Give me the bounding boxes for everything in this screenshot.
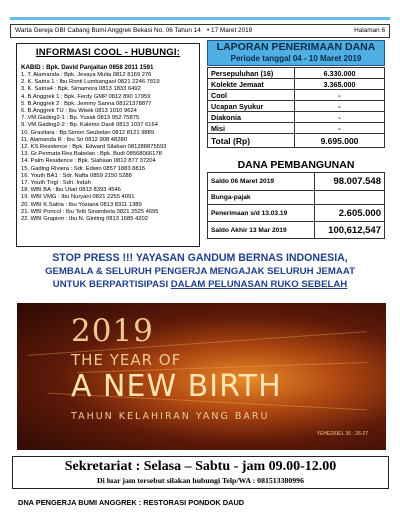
laporan-label: Ucapan Syukur	[208, 101, 295, 112]
dp-value: 100,612,547	[315, 222, 385, 239]
table-row	[208, 222, 385, 239]
publication-date: • 17 Maret 2019	[207, 27, 253, 34]
banner-line-3: TAHUN KELAHIRAN YANG BARU	[71, 411, 270, 422]
sekretariat-box	[12, 456, 389, 489]
laporan-label: Cool	[208, 90, 295, 101]
table-row	[208, 205, 385, 222]
cool-info-box	[16, 43, 200, 247]
laporan-label: Misi	[208, 123, 295, 134]
list-item: 12. KS Residence : Bpk. Edward Silaban 081288875593	[21, 144, 167, 151]
laporan-title: LAPORAN PENERIMAAN DANA	[216, 41, 376, 53]
dp-value: 2.605.000	[315, 205, 385, 222]
table-row	[208, 79, 385, 90]
laporan-label: Diakonia	[208, 112, 295, 123]
theme-banner	[17, 303, 386, 450]
list-item: 13. Gr.Permata Res.Babelan : Bpk. Budi 08568066178	[21, 151, 162, 158]
stop-press-line-1: STOP PRESS !!! YAYASAN GANDUM BERNAS INDONESIA,	[52, 252, 348, 264]
dp-value	[315, 191, 385, 205]
publication-date-text: 17 Maret 2019	[211, 27, 253, 34]
page-header	[10, 24, 390, 38]
laporan-label: Kolekte Jemaat	[208, 79, 295, 90]
banner-line-1: THE YEAR OF	[71, 351, 182, 369]
laporan-value: 3.365.000	[295, 79, 385, 90]
laporan-value: 6.330.000	[295, 68, 385, 79]
laporan-header	[207, 40, 385, 66]
dana-pembangunan-title: DANA PEMBANGUNAN	[237, 159, 355, 171]
stop-press-line-3-prefix: UNTUK BERPARTISIPASI	[52, 279, 171, 290]
dp-label: Saldo Akhir 13 Mar 2019	[208, 222, 315, 239]
banner-line-2: A NEW BIRTH	[71, 369, 282, 404]
banner-verse: YEHEZKIEL 36 : 26-27	[316, 431, 368, 437]
list-item: 19. WBI VMG : Ibu Nuryani 0821 2255 4091	[21, 194, 135, 201]
list-item: 16. Youth BA1 : Sdr. Nafta 0859 2150 5288	[21, 172, 132, 179]
table-row	[208, 173, 385, 191]
laporan-total-value: 9.695.000	[295, 134, 385, 148]
laporan-value: -	[295, 123, 385, 134]
dp-label: Penerimaan s/d 13.03.19	[208, 205, 315, 222]
list-item: 11. Alamanda R : Ibu Sri 0812 908 48280	[21, 136, 127, 143]
laporan-value: -	[295, 112, 385, 123]
laporan-value: -	[295, 90, 385, 101]
cool-contact-list	[21, 72, 195, 223]
dana-pembangunan-table	[207, 172, 385, 239]
dp-value: 98.007.548	[315, 173, 385, 191]
table-row	[208, 90, 385, 101]
laporan-label: Persepuluhan (16)	[208, 68, 295, 79]
list-item: 1. T. Alamanda : Bpk. Jesaya Mulia 0812 8169 276	[21, 72, 152, 78]
table-row	[208, 112, 385, 123]
laporan-total-row	[208, 134, 385, 148]
cool-kabid: KABID : Bpk. David Panjaitan 0858 2011 1591	[21, 64, 154, 71]
list-item: 22. WBI Grapirm : Ibu N. Ginting 0813 1685 4202	[21, 216, 148, 223]
list-item: 18. WBI BA : Ibu Utari 0813 8393 4546	[21, 187, 121, 194]
list-item: 17. Youth Tngl : Sdri. Indah	[21, 180, 91, 187]
table-row	[208, 191, 385, 205]
list-item: 14. Palm Residence : Bpk. Siahaan 0812 877 37204	[21, 158, 156, 165]
list-item: 21. WBI Poncol : Ibu Tetti Sinambela 0821 2525 4695	[21, 208, 159, 215]
laporan-table	[207, 67, 385, 148]
stop-press-line-2: GEMBALA & SELURUH PENGERJA MENGAJAK SELURUH JEMAAT	[45, 266, 355, 277]
list-item: 5. B.Anggrek 2 : Bpk. Jemmy Sanna 08121378877	[21, 100, 152, 107]
table-row	[208, 68, 385, 79]
laporan-period: Periode tanggal 04 - 10 Maret 2019	[230, 54, 362, 63]
table-row	[208, 101, 385, 112]
sekretariat-hours: Sekretariat : Selasa – Sabtu - jam 09.00-12.00	[64, 459, 337, 474]
page-number: Halaman 6	[354, 27, 385, 34]
list-item: 6. B.Anggrek TU : Ibu Wiwik 0813 1010 9624	[21, 108, 137, 115]
dp-label: Saldo 06 Maret 2019	[208, 173, 315, 191]
list-item: 9. VM.Gading2-2 : Bp. Kalemo Daoli 0813 1037 6164	[21, 122, 158, 129]
top-accent-rule	[10, 17, 390, 20]
laporan-total-label: Total (Rp)	[208, 134, 295, 148]
laporan-value: -	[295, 101, 385, 112]
dp-label: Bunga-pajak	[208, 191, 315, 205]
list-item: 2. K. Satria 1 : Ibu Ronti Lumbangaol 0821 2246 7819	[21, 79, 160, 86]
list-item: 15. Gading Riviera : Sdr. Edwin 0857 1883 8815	[21, 165, 146, 172]
list-item: 10. Gravitara : Bp.Simon Seubelan 0812 8121 9889	[21, 129, 155, 136]
table-row	[208, 123, 385, 134]
cool-title: INFORMASI COOL - HUBUNGI:	[35, 47, 181, 58]
stop-press-line-3-underlined: DALAM PELUNASAN RUKO SEBELAH	[170, 279, 348, 290]
banner-year: 2019	[71, 313, 154, 349]
list-item: 7. VM.Gading2-1 : Bp. Yusak 0813 952 75875	[21, 115, 140, 122]
list-item: 3. K. Satria4 : Bpk. Simamora 0813 1833 6492	[21, 86, 141, 93]
stop-press-line-3	[6, 278, 394, 291]
page-footer: DNA PENGERJA BUMI ANGGREK : RESTORASI PONDOK DAUD	[18, 498, 245, 507]
stop-press-announcement	[6, 251, 394, 291]
sekretariat-contact: Di luar jam tersebut silakan hubungi Telp/WA : 081513380996	[97, 476, 304, 485]
list-item: 4. B.Anggrek 1 : Bpk. Ferdy GMP 0812 890 17959	[21, 93, 151, 100]
publication-title: Warta Gereja GBI Cabang Bumi Anggrek Bekasi No. 06 Tahun 14	[15, 27, 201, 34]
list-item: 20. WBI K.Satria : Ibu Yosiana 0813 8311 1389	[21, 201, 142, 208]
